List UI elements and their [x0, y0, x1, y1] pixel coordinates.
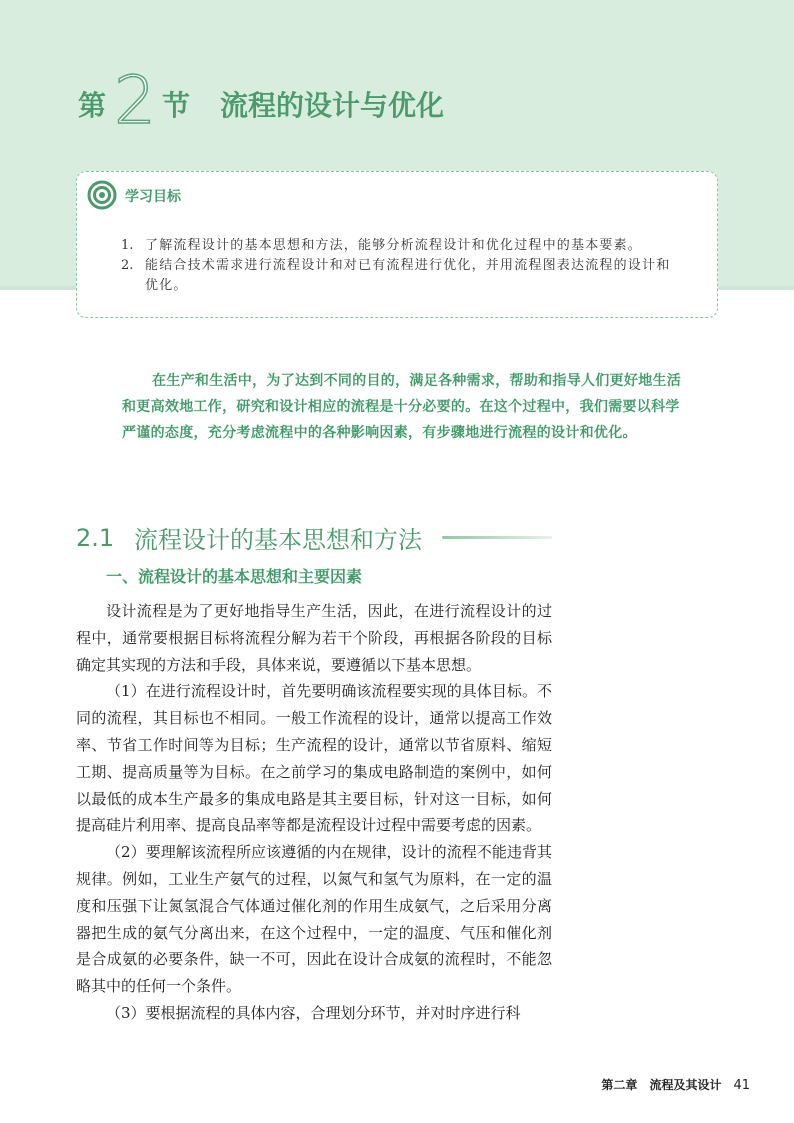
paragraph: （3）要根据流程的具体内容，合理划分环节，并对时序进行科 [106, 1003, 521, 1022]
heading-suffix: 节 [162, 89, 191, 122]
target-icon [87, 180, 117, 210]
page-footer [601, 1076, 750, 1093]
paragraph: （1）在进行流程设计时，首先要明确该流程要实现的具体目标。不同的流程，其目标也不相同。一般工作流程的设计，通常以提高工作效率、节省工作时间等为目标；生产流程的设计，通常以节省原料、缩短工期、提高质量等为目标。在之前学习的集成电路制造的案例中，如何以最低的成本生产最多的集成电路是其主要目标，针对这一目标，如何提高硅片利用率、提高良品率等都是流程设计过程中需要考虑的因素。 [76, 682, 552, 835]
footer-chapter: 第二章 [601, 1078, 638, 1092]
section-heading-2-1 [76, 520, 422, 555]
paragraph: （2）要理解该流程所应该遵循的内在规律，设计的流程不能违背其规律。例如，工业生产氨气的过程，以氮气和氢气为原料，在一定的温度和压强下让氮氢混合气体通过催化剂的作用生成氨气，之后采用分离器把生成的氨气分离出来，在这个过程中，一定的温度、气压和催化剂是合成氨的必要条件，缺一不可，因此在设计合成氨的流程时，不能忽略其中的任何一个条件。 [76, 843, 552, 996]
section-number: 2.1 [76, 523, 115, 552]
page-title: 流程的设计与优化 [220, 89, 445, 122]
objectives-title: 学习目标 [125, 189, 181, 205]
item-text: 了解流程设计的基本思想和方法，能够分析流程设计和优化过程中的基本要素。 [145, 238, 643, 253]
list-item [121, 256, 681, 296]
paragraph: 设计流程是为了更好地指导生产生活，因此，在进行流程设计的过程中，通常要根据目标将流程分解为若干个阶段，再根据各阶段的目标确定其实现的方法和手段，具体来说，要遵循以下基本思想。 [76, 602, 552, 674]
intro-paragraph: 在生产和生活中，为了达到不同的目的，满足各种需求，帮助和指导人们更好地生活和更高效地工作，研究和设计相应的流程是十分必要的。在这个过程中，我们需要以科学严谨的态度，充分考虑流程中的各种影响因素，有步骤地进行流程的设计和优化。 [122, 373, 682, 441]
heading-number: 2 [114, 62, 157, 139]
objectives-list [121, 236, 681, 296]
footer-chapter-name: 流程及其设计 [649, 1078, 722, 1092]
section-title: 流程设计的基本思想和方法 [134, 526, 422, 554]
item-number: 1. [121, 238, 134, 253]
body-text [76, 598, 552, 1027]
item-text: 能结合技术需求进行流程设计和对已有流程进行优化，并用流程图表达流程的设计和优化。 [145, 258, 671, 293]
section-rule [442, 536, 552, 539]
heading-prefix: 第 [78, 89, 107, 122]
page-number: 41 [733, 1078, 750, 1093]
subsection-title: 一、流程设计的基本思想和主要因素 [106, 567, 363, 586]
list-item [121, 236, 681, 256]
learning-objectives-box [76, 171, 718, 318]
section-heading [78, 62, 445, 139]
item-number: 2. [121, 258, 134, 273]
